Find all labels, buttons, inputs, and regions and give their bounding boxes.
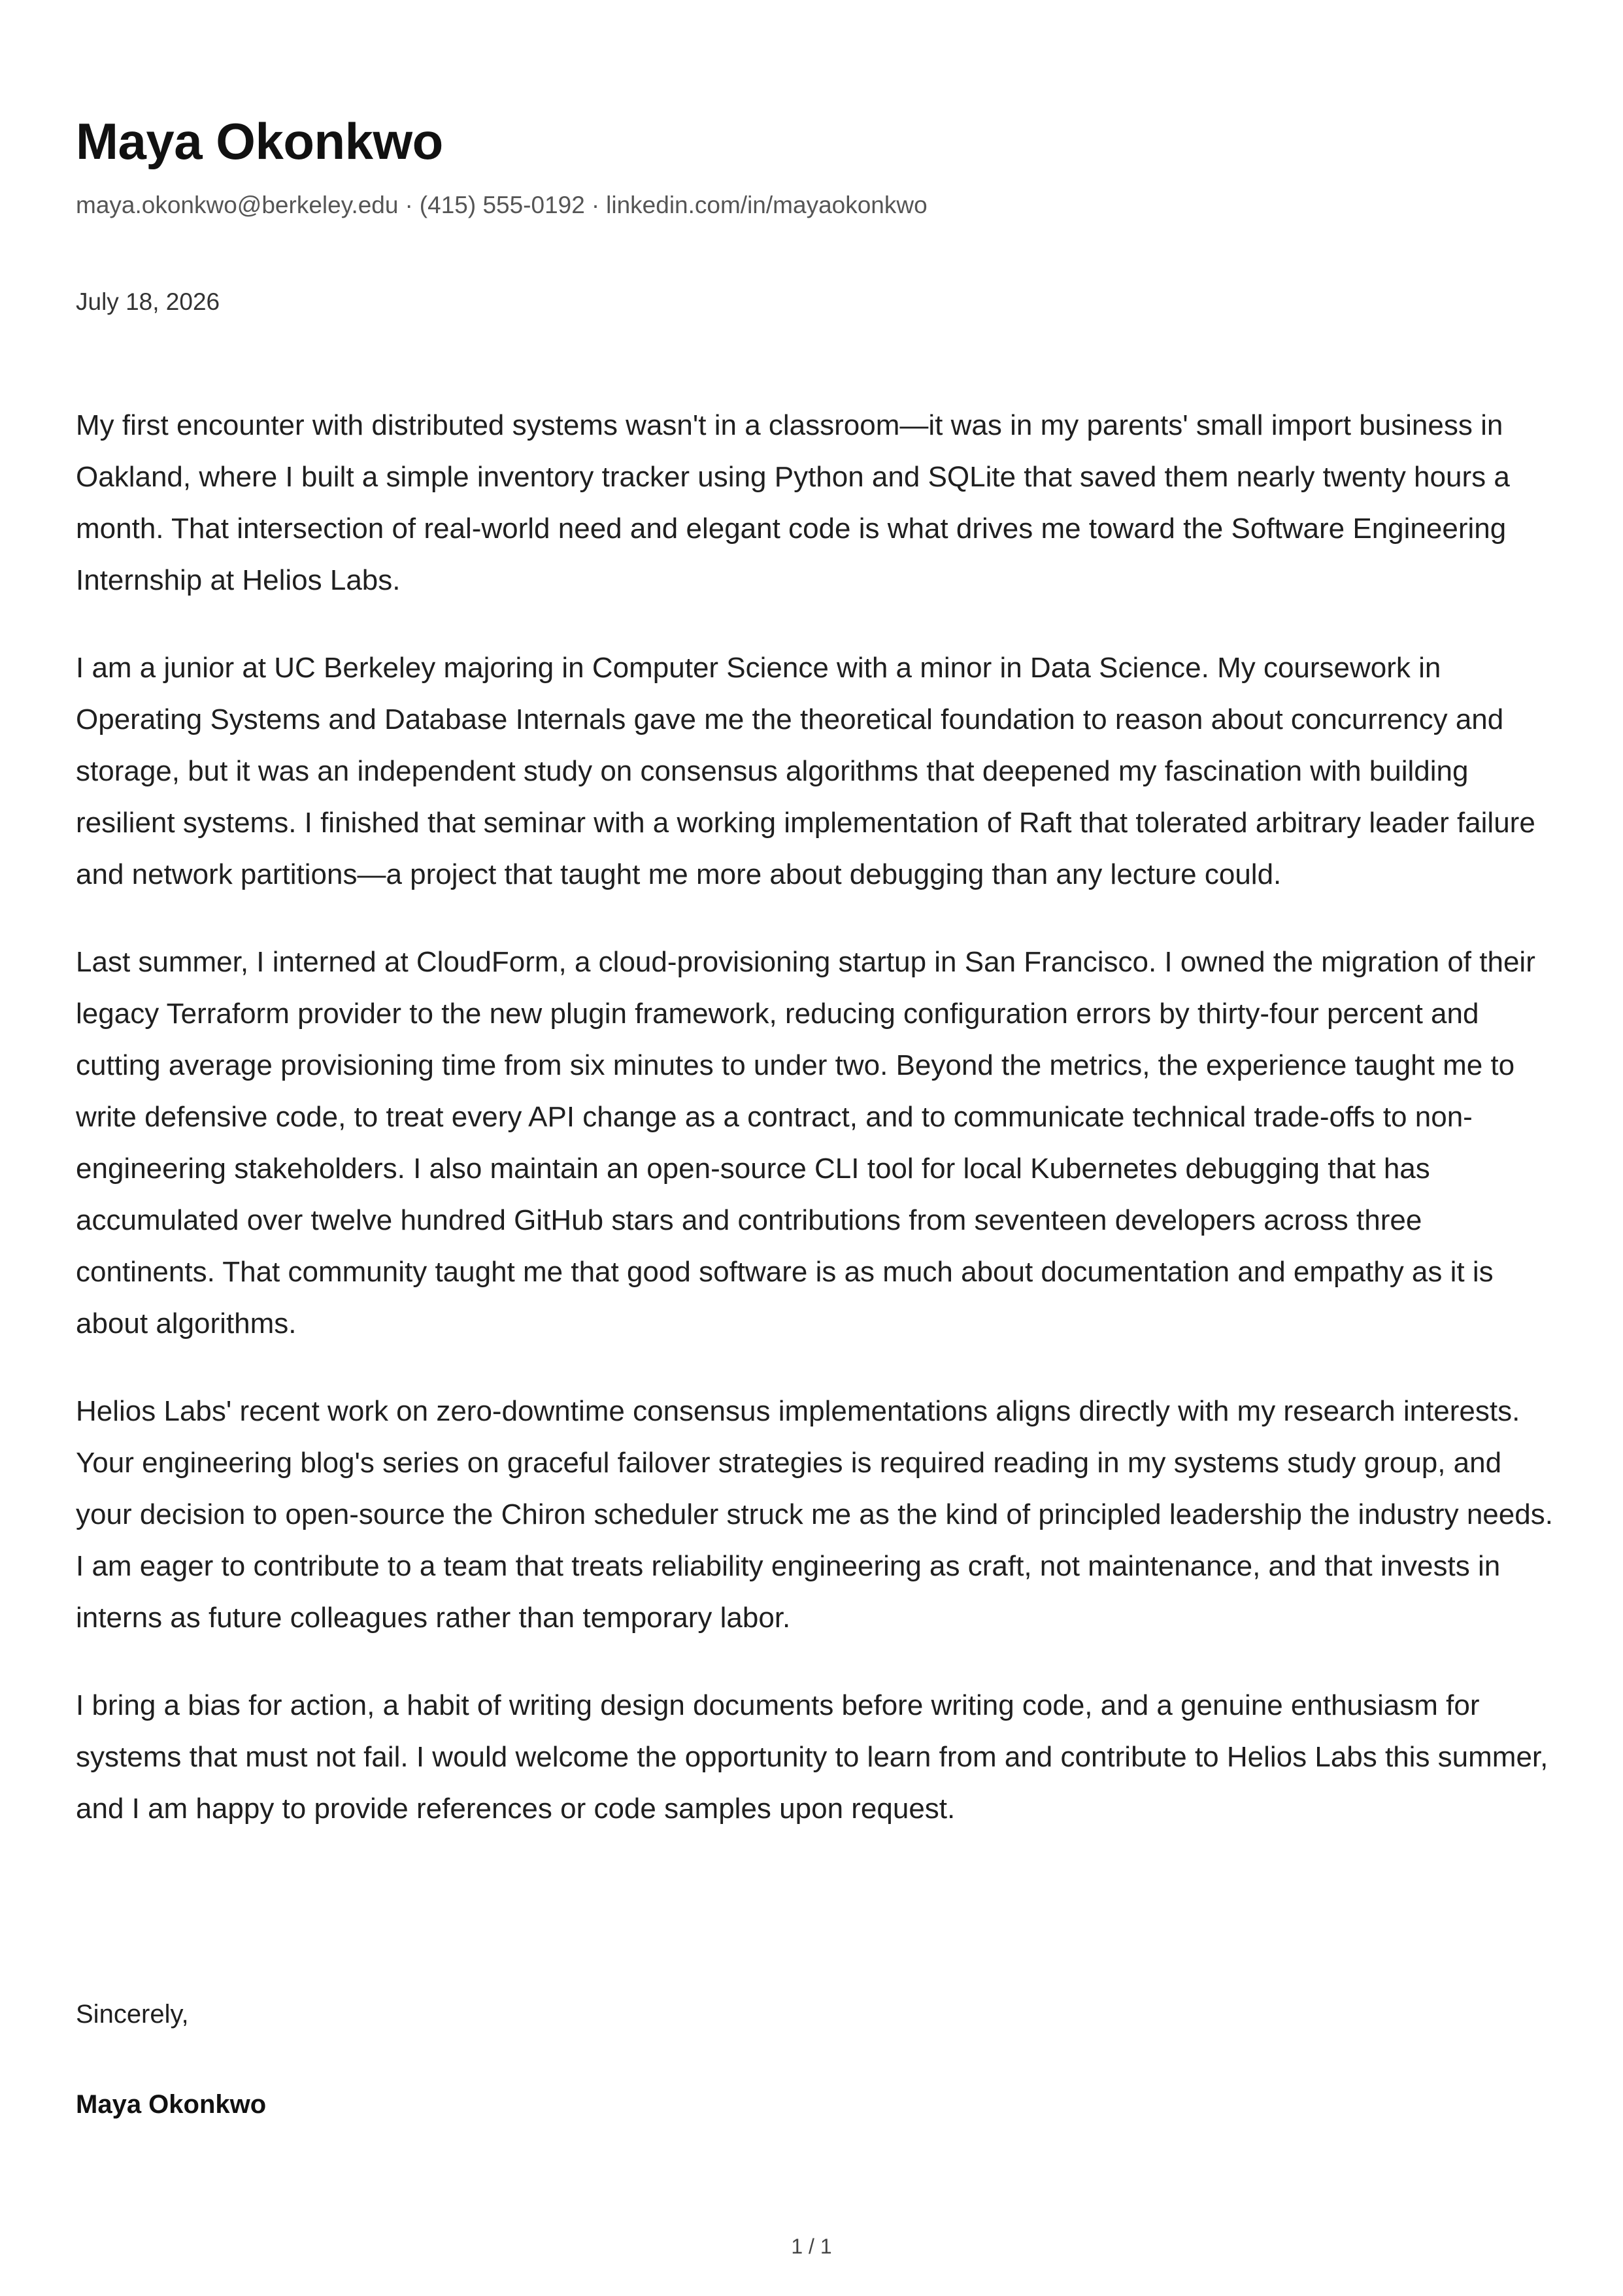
contact-separator: · [405, 191, 413, 218]
letter-body [76, 399, 1553, 1834]
closing-salutation: Sincerely, [76, 2000, 189, 2029]
email-text: maya.okonkwo@berkeley.edu [76, 191, 399, 218]
page-number: 1 / 1 [791, 2235, 832, 2258]
body-paragraph: Helios Labs' recent work on zero-downtime consensus implementations aligns directly with my research interests. Your engineering blog's series on graceful failover strategies is required reading in my systems study group, and your decision to open-source the Chiron scheduler struck me as the kind of principled leadership the industry needs. I am eager to contribute to a team that treats reliability engineering as craft, not maintenance, and that invests in interns as future colleagues rather than temporary labor. [76, 1394, 1553, 1634]
letter-content [76, 111, 1553, 1834]
body-paragraph: Last summer, I interned at CloudForm, a cloud-provisioning startup in San Francisco. I owned the migration of their legacy Terraform provider to the new plugin framework, reducing configuration errors by thirty-four percent and cutting average provisioning time from six minutes to under two. Beyond the metrics, the experience taught me to write defensive code, to treat every API change as a contract, and to communicate technical trade-offs to non-engineering stakeholders. I also maintain an open-source CLI tool for local Kubernetes debugging that has accumulated over twelve hundred GitHub stars and contributions from seventeen developers across three continents. That community taught me that good software is as much about documentation and empathy as it is about algorithms. [76, 945, 1535, 1340]
linkedin-text: linkedin.com/in/mayaokonkwo [606, 191, 928, 218]
contact-separator: · [591, 191, 600, 218]
body-paragraph: I am a junior at UC Berkeley majoring in Computer Science with a minor in Data Science. My coursework in Operating Systems and Database Internals gave me the theoretical foundation to reason about concurrency and storage, but it was an independent study on consensus algorithms that deepened my fascination with building resilient systems. I finished that seminar with a working implementation of Raft that tolerated arbitrary leader failure and network partitions—a project that taught me more about debugging than any lecture could. [76, 651, 1535, 890]
phone-text: (415) 555-0192 [419, 191, 585, 218]
body-paragraph: My first encounter with distributed systems wasn't in a classroom—it was in my parents' small import business in Oakland, where I built a simple inventory tracker using Python and SQLite that saved them nearly twenty hours a month. That intersection of real-world need and elegant code is what drives me toward the Software Engineering Internship at Helios Labs. [76, 409, 1510, 596]
letter-date: July 18, 2026 [76, 288, 220, 315]
body-paragraph: I bring a bias for action, a habit of writing design documents before writing code, and a genuine enthusiasm for systems that must not fail. I would welcome the opportunity to learn from and contribute to Helios Labs this summer, and I am happy to provide references or code samples upon request. [76, 1689, 1548, 1825]
contact-info [76, 190, 1553, 221]
signature-name: Maya Okonkwo [76, 2090, 267, 2119]
applicant-name: Maya Okonkwo [76, 112, 443, 170]
